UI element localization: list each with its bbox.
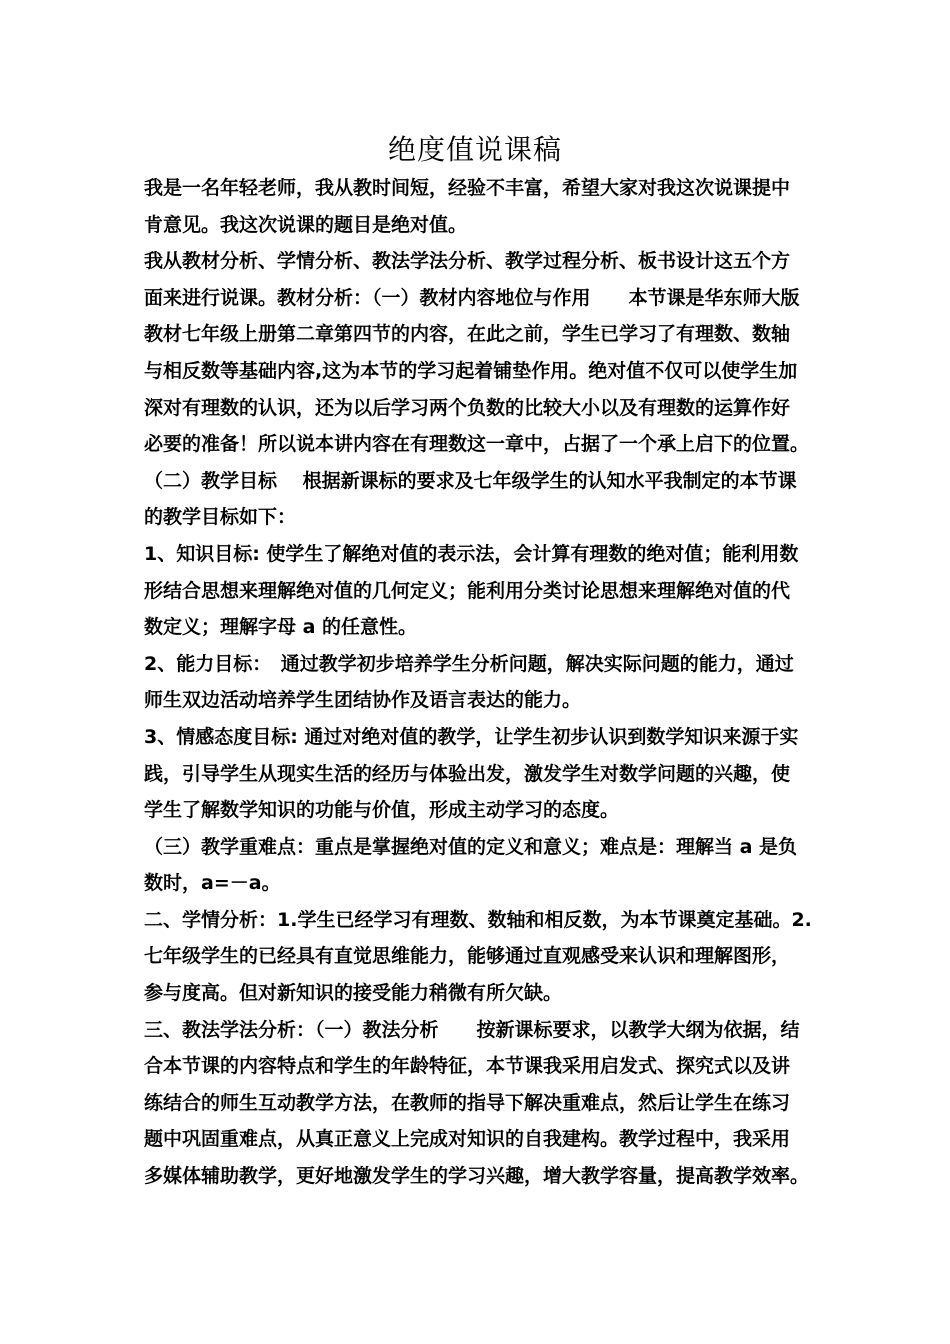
document-title: 绝度值说课稿 <box>387 133 562 166</box>
document-body <box>144 170 816 1195</box>
text-line: 我是一名年轻老师，我从教时间短，经验不丰富，希望大家对我这次说课提中 <box>144 177 791 199</box>
text-line: 三、教法学法分析：（一）教法分析 按新课标要求，以教学大纲为依据，结 <box>144 1018 800 1041</box>
text-line: （三）教学重难点：重点是掌握绝对值的定义和意义；难点是：理解当 a 是负 <box>144 835 798 858</box>
text-line: 面来进行说课。教材分析：（一）教材内容地位与作用 本节课是华东师大版 <box>144 286 800 309</box>
text-line: 1、知识目标: 使学生了解绝对值的表示法，会计算有理数的绝对值；能利用数 <box>144 542 799 565</box>
text-line: 践，引导学生从现实生活的经历与体验出发，激发学生对数学问题的兴趣，使 <box>144 762 791 785</box>
text-line: 学生了解数学知识的功能与价值，形成主动学习的态度。 <box>144 799 620 822</box>
text-line: 题中巩固重难点，从真正意义上完成对知识的自我建构。教学过程中，我采用 <box>144 1128 791 1151</box>
text-line: 七年级学生的已经具有直觉思维能力，能够通过直观感受来认识和理解图形， <box>144 945 791 968</box>
text-line: 数时，a=－a。 <box>144 872 281 895</box>
text-line: （二）教学目标 根据新课标的要求及七年级学生的认知水平我制定的本节课 <box>144 469 797 492</box>
text-line: 形结合思想来理解绝对值的几何定义；能利用分类讨论思想来理解绝对值的代 <box>144 579 791 602</box>
text-line: 2、能力目标： 通过教学初步培养学生分析问题，解决实际问题的能力，通过 <box>144 652 794 675</box>
text-line: 数定义；理解字母 a 的任意性。 <box>144 616 418 639</box>
text-line: 必要的准备！所以说本讲内容在有理数这一章中，占据了一个承上启下的位置。 <box>144 433 810 456</box>
text-line: 多媒体辅助教学，更好地激发学生的学习兴趣，增大教学容量，提高教学效率。 <box>144 1165 810 1188</box>
text-line: 与相反数等基础内容,这为本节的学习起着铺垫作用。绝对值不仅可以使学生加 <box>144 359 798 382</box>
text-line: 我从教材分析、学情分析、教法学法分析、教学过程分析、板书设计这五个方 <box>144 250 791 273</box>
text-line: 师生双边活动培养学生团结协作及语言表达的能力。 <box>144 689 582 712</box>
text-line: 肯意见。我这次说课的题目是绝对值。 <box>144 213 468 236</box>
text-line: 练结合的师生互动教学方法，在教师的指导下解决重难点，然后让学生在练习 <box>144 1091 791 1114</box>
text-line: 二、学情分析：1.学生已经学习有理数、数轴和相反数，为本节课奠定基础。2. <box>144 908 812 931</box>
text-line: 的教学目标如下： <box>144 506 297 529</box>
text-line: 参与度高。但对新知识的接受能力稍微有所欠缺。 <box>144 982 563 1005</box>
text-line: 3、情感态度目标: 通过对绝对值的教学，让学生初步认识到数学知识来源于实 <box>144 725 799 748</box>
text-line: 深对有理数的认识，还为以后学习两个负数的比较大小以及有理数的运算作好 <box>144 396 791 419</box>
text-line: 合本节课的内容特点和学生的年龄特征，本节课我采用启发式、探究式以及讲 <box>144 1055 791 1078</box>
text-line: 教材七年级上册第二章第四节的内容，在此之前，学生已学习了有理数、数轴 <box>144 323 791 346</box>
